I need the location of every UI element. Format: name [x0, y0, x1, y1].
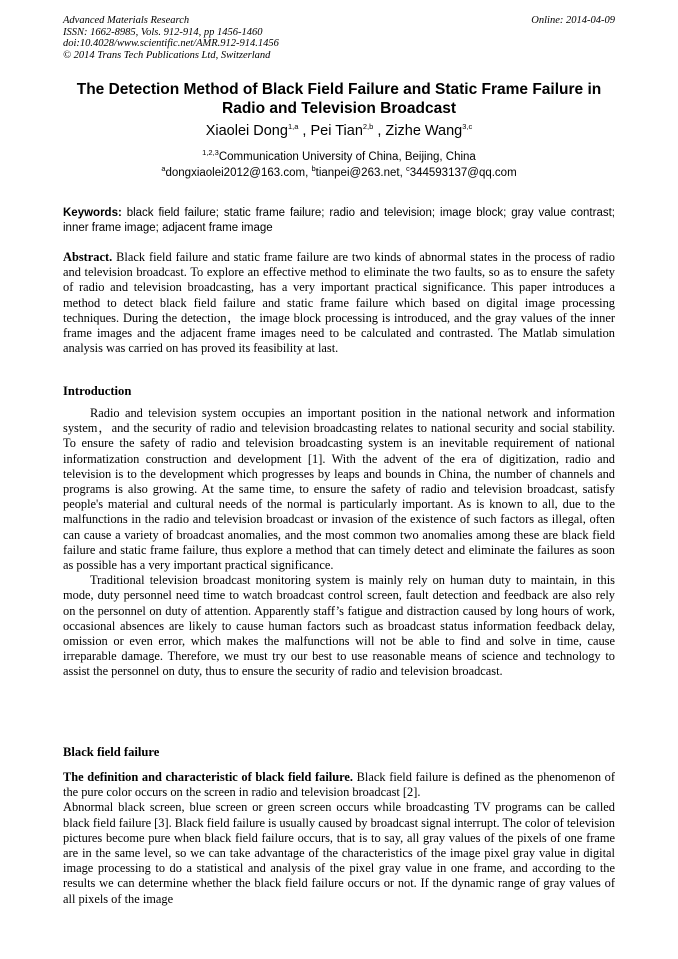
keywords-text: black field failure; static frame failure; radio and television; image block; gray value contrast; inner frame image; adjacent frame image — [63, 207, 615, 234]
journal-issn: ISSN: 1662-8985, Vols. 912-914, pp 1456-1460 — [63, 26, 263, 38]
journal-name: Advanced Materials Research — [63, 15, 190, 26]
author-name: Xiaolei Dong — [205, 123, 288, 139]
title-line-1: The Detection Method of Black Field Failure and Static Frame Failure in — [76, 81, 602, 98]
author-sup: 1,a — [287, 122, 299, 132]
keywords — [63, 206, 615, 235]
paper-title — [40, 80, 638, 118]
abstract-label: Abstract. — [63, 250, 113, 264]
abstract — [63, 250, 615, 356]
subsection-label: The definition and characteristic of black field failure. — [63, 770, 353, 784]
journal-copyright: © 2014 Trans Tech Publications Ltd, Switzerland — [63, 49, 271, 61]
author-name: Pei Tian — [310, 123, 363, 139]
section-heading-black-field-failure: Black field failure — [63, 745, 160, 759]
title-line-2: Radio and Television Broadcast — [222, 100, 456, 117]
online-date: Online: 2014-04-09 — [531, 15, 615, 26]
journal-header — [63, 15, 615, 61]
email-link[interactable]: 344593137@qq.com — [409, 167, 517, 179]
black-field-body — [63, 770, 615, 907]
paragraph: Radio and television system occupies an important position in the national network and information system，and the security of radio and television broadcasting relates to national security and social stability. To ensure the safety of radio and television broadcasting system is an inevitable requirement of national informatization construction and development [1]. With the advent of the era of digitization, radio and television is to the development which progresses by leaps and bounds in China, the number of channels and programs is also growing. At the same time, to ensure the safety of radio and television broadcast, satisfy people's material and cultural needs of the normal is particularly important. As is known to all, due to the malfunctions in the radio and television broadcast or invasion of the existence of such factors as illegal, often can cause a variety of broadcast anomalies, and the most common two anomalies among these are black field failure and static frame failure, thus explore a method that can timely detect and eliminate the failures as soon as possible has a very important practical significance. — [63, 406, 615, 573]
section-heading-introduction: Introduction — [63, 384, 132, 398]
affiliation-sup: 1,2,3 — [202, 148, 219, 158]
author-list — [40, 122, 638, 140]
email-sup: a — [161, 164, 166, 174]
author-separator: , — [373, 123, 386, 139]
keywords-label: Keywords: — [63, 207, 122, 219]
email-line — [40, 165, 638, 181]
author-separator: , — [298, 123, 311, 139]
paragraph: Traditional television broadcast monitoring system is mainly rely on human duty to maintain, in this mode, duty personnel need time to watch broadcast control screen, fault detection and feedback are also rely on the personnel on duty of attention. Apparently staff’s fatigue and distraction caused by long hours of work, occasional absences are likely to cause human factors such as broadcast status information feedback delay, omission or even error, which makes the malfunctions will not be able to find and solve in time, cause irreparable damage. Therefore, we must try our best to use reasonable means of science and technology to assist the personnel on duty, thus to ensure the security of radio and television broadcast. — [63, 573, 615, 679]
email-sup: b — [311, 164, 316, 174]
author-name: Zizhe Wang — [385, 123, 463, 139]
affiliation-text: Communication University of China, Beijing, China — [218, 151, 476, 163]
introduction-body — [63, 406, 615, 680]
journal-doi: doi:10.4028/www.scientific.net/AMR.912-914.1456 — [63, 38, 279, 49]
email-link[interactable]: tianpei@263.net — [315, 167, 400, 179]
paragraph: Black field failure is defined as the phenomenon of the pure color occurs on the screen in radio and television broadcast [2]. — [63, 770, 615, 800]
email-link[interactable]: dongxiaolei2012@163.com — [165, 167, 306, 179]
email-separator: , — [305, 167, 312, 179]
author-sup: 3,c — [462, 122, 473, 132]
abstract-text: Black field failure and static frame failure are two kinds of abnormal states in the process of radio and television broadcast. To explore an effective method to eliminate the two faults, so as to ensure the safety of radio and television broadcasting, has a very important practical significance. This paper introduces a method to detect black field failure and static frame failure which based on digital image processing techniques. During the detection，the image block processing is introduced, and the gray values of the inner frame images and the adjacent frame images need to be calculated and contrasted. The Matlab simulation analysis was carried on has proved its feasibility at last. — [63, 250, 615, 356]
affiliation-line — [40, 149, 638, 165]
email-sup: c — [405, 164, 410, 174]
email-separator: , — [399, 167, 406, 179]
affiliations — [40, 149, 638, 181]
paragraph: Abnormal black screen, blue screen or green screen occurs while broadcasting TV programs can be called black field failure [3]. Black field failure is usually caused by broadcast signal interrupt. The color of television pictures become pure when black field failure occurs, that is to say, all gray values of the pixels of one frame are in the same level, so we can take advantage of the characteristics of the image pixel gray value in digital image processing to do a statistical and analysis of the pixel gray value in one frame, and according to the results we can determine whether the black field failure occurs or not. If the dynamic range of gray values of all pixels of the image — [63, 800, 616, 906]
author-sup: 2,b — [362, 122, 374, 132]
